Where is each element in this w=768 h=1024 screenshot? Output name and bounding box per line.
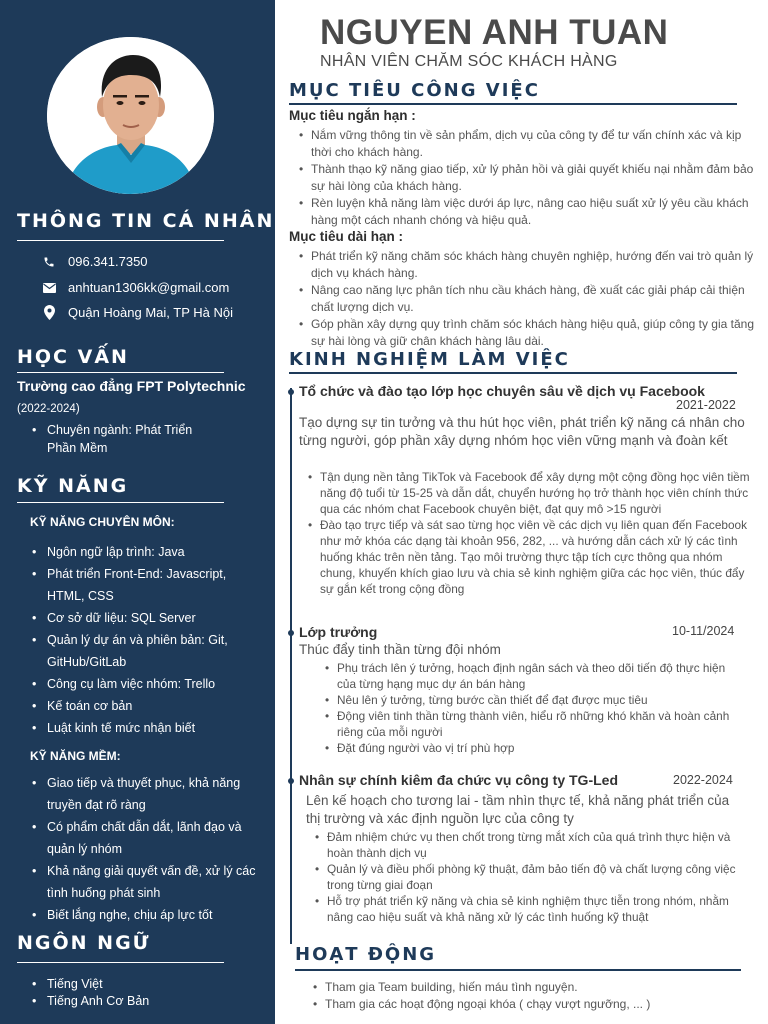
- phone-number[interactable]: 096.341.7350: [68, 254, 148, 269]
- divider: [289, 372, 737, 374]
- list-item: • Đảm nhiệm chức vụ then chốt trong từng mắt xích của quá trình thực hiện và hoàn thành dịch vụ: [314, 829, 738, 861]
- list-item: • Có phẩm chất dẫn dắt, lãnh đạo và quản lý nhóm: [30, 816, 262, 860]
- skills-heading: KỸ NĂNG: [17, 475, 129, 497]
- objectives-heading: MỤC TIÊU CÔNG VIỆC: [289, 80, 540, 101]
- activities-heading: HOẠT ĐỘNG: [295, 944, 437, 965]
- timeline-dot: [288, 630, 294, 636]
- job-title: Tổ chức và đào tạo lớp học chuyên sâu về dịch vụ Facebook: [299, 383, 705, 399]
- list-item: • Đào tạo trực tiếp và sát sao từng học viên về các dịch vụ liên quan đến Facebook như mở khóa các dạng tài khoản 956, 282, ... và hướng dẫn cách xử lý các tình huống khác trên nền tảng. Tạo môi trường thực tập tích cực thông qua nhóm chung, khuyến khích giao lưu và chia sẻ kinh nghiệm giữa các học viên, thúc đẩy sự gắn kết trong cộng đồng: [307, 517, 761, 597]
- short-term-list: [298, 127, 756, 229]
- job-duties-list: [324, 660, 744, 756]
- divider: [17, 240, 224, 241]
- list-item: • Phát triển Front-End: Javascript, HTML, CSS: [30, 563, 262, 607]
- languages-list: [30, 976, 250, 1010]
- long-term-list: [298, 248, 756, 350]
- sidebar: [0, 0, 275, 1024]
- list-item: • Rèn luyện khả năng làm việc dưới áp lực, nâng cao hiệu suất xử lý yêu cầu khách hàng một cách nhanh chóng và hiệu quả.: [298, 195, 756, 229]
- profile-photo: [47, 37, 214, 194]
- school-years: (2022-2024): [17, 403, 80, 415]
- soft-skills-title: KỸ NĂNG MỀM:: [30, 749, 121, 763]
- mail-icon: [40, 283, 58, 293]
- list-item: • Khả năng giải quyết vấn đề, xử lý các tình huống phát sinh: [30, 860, 262, 904]
- job-duties-list: [307, 469, 761, 597]
- school-name: Trường cao đẳng FPT Polytechnic: [17, 378, 246, 394]
- timeline-dot: [288, 778, 294, 784]
- contact-email: [40, 280, 229, 295]
- list-item: • Phụ trách lên ý tưởng, hoạch định ngân sách và theo dõi tiến độ thực hiện của từng hạng mục dự án bán hàng: [324, 660, 744, 692]
- list-item: • Ngôn ngữ lập trình: Java: [30, 541, 262, 563]
- list-item: • Chuyên ngành: Phát Triển Phần Mềm: [30, 421, 215, 457]
- activities-list: [312, 979, 752, 1013]
- full-name: NGUYEN ANH TUAN: [320, 13, 669, 52]
- list-item: • Cơ sở dữ liệu: SQL Server: [30, 607, 262, 629]
- long-term-title: Mục tiêu dài hạn :: [289, 229, 404, 244]
- list-item: • Quản lý dự án và phiên bản: Git, GitHub/GitLab: [30, 629, 262, 673]
- divider: [17, 372, 224, 373]
- languages-heading: NGÔN NGỮ: [17, 932, 151, 954]
- personal-info-heading: THÔNG TIN CÁ NHÂN: [17, 210, 275, 232]
- list-item: • Công cụ làm việc nhóm: Trello: [30, 673, 262, 695]
- divider: [17, 962, 224, 963]
- job-title: Nhân sự chính kiêm đa chức vụ công ty TG-Led: [299, 772, 618, 788]
- list-item: • Tiếng Anh Cơ Bản: [30, 993, 250, 1010]
- contact-phone: [40, 254, 148, 269]
- divider: [295, 969, 741, 971]
- list-item: • Động viên tinh thần từng thành viên, hiểu rõ những khó khăn và hoàn cảnh riêng của mỗi người: [324, 708, 744, 740]
- experience-heading: KINH NGHIỆM LÀM VIỆC: [289, 349, 570, 370]
- list-item: • Nêu lên ý tưởng, từng bước cần thiết để đạt được mục tiêu: [324, 692, 744, 708]
- list-item: • Nâng cao năng lực phân tích nhu cầu khách hàng, đề xuất các giải pháp cải thiện chất lượng dịch vụ.: [298, 282, 756, 316]
- list-item: • Đặt đúng người vào vị trí phù hợp: [324, 740, 744, 756]
- list-item: • Tham gia Team building, hiến máu tình nguyện.: [312, 979, 752, 996]
- list-item: • Hỗ trợ phát triển kỹ năng và chia sẻ kinh nghiệm thực tiễn trong nhóm, nhằm nâng cao hiệu suất và khả năng xử lý các tình huống kỹ thuật: [314, 893, 738, 925]
- job-description: Lên kế hoạch cho tương lai - tầm nhìn thực tế, khả năng phát triển của thị trường và xác định nguồn lực của công ty: [306, 793, 730, 826]
- email-address[interactable]: anhtuan1306kk@gmail.com: [68, 280, 230, 295]
- job-date: 2022-2024: [673, 773, 733, 787]
- hard-skills-title: KỸ NĂNG CHUYÊN MÔN:: [30, 515, 175, 529]
- list-item: • Tận dụng nền tảng TikTok và Facebook để xây dựng một cộng đồng học viên tiềm năng độ tuổi từ 15-25 và dẫn dắt, chuyển hướng họ trở thành học viên chính thức qua các nhóm chat Facebook chuyên biệt, đạt quy mô >15 người: [307, 469, 761, 517]
- list-item: • Nắm vững thông tin về sản phẩm, dịch vụ của công ty để tư vấn chính xác và kịp thời cho khách hàng.: [298, 127, 756, 161]
- hard-skills-list: [30, 541, 262, 739]
- education-heading: HỌC VẤN: [17, 346, 129, 368]
- list-item: • Giao tiếp và thuyết phục, khả năng truyền đạt rõ ràng: [30, 772, 262, 816]
- list-item: • Quản lý và điều phối phòng kỹ thuật, đảm bảo tiến độ và chất lượng công việc trong từng giai đoạn: [314, 861, 738, 893]
- list-item: • Tiếng Việt: [30, 976, 250, 993]
- divider: [289, 103, 737, 105]
- job-description: Tạo dựng sự tin tưởng và thu hút học viên, phát triển kỹ năng cá nhân cho từng người, góp phần xây dựng nhóm học viên vững mạnh và đoàn kết: [299, 415, 745, 448]
- phone-icon: [40, 256, 58, 268]
- divider: [17, 502, 224, 503]
- list-item: • Phát triển kỹ năng chăm sóc khách hàng chuyên nghiệp, hướng đến vai trò quản lý dịch vụ khách hàng.: [298, 248, 756, 282]
- list-item: • Kế toán cơ bản: [30, 695, 262, 717]
- avatar-illustration: [47, 37, 214, 194]
- list-item: • Luật kinh tế mức nhận biết: [30, 717, 262, 739]
- soft-skills-list: [30, 772, 262, 926]
- job-date: 10-11/2024: [672, 624, 735, 638]
- job-title: Lớp trưởng: [299, 624, 378, 640]
- timeline-line: [290, 388, 292, 944]
- list-item: • Góp phần xây dựng quy trình chăm sóc khách hàng hiệu quả, giúp công ty gia tăng sự hài lòng và giữ chân khách hàng lâu dài.: [298, 316, 756, 350]
- job-duties-list: [314, 829, 738, 925]
- education-list: [30, 421, 215, 457]
- list-item: • Thành thạo kỹ năng giao tiếp, xử lý phản hồi và giải quyết khiếu nại nhằm đảm bảo sự hài lòng của khách hàng.: [298, 161, 756, 195]
- job-date: 2021-2022: [676, 398, 736, 412]
- contact-address: [40, 305, 233, 320]
- list-item: • Tham gia các hoạt động ngoại khóa ( chạy vượt ngưỡng, ... ): [312, 996, 752, 1013]
- list-item: • Biết lắng nghe, chịu áp lực tốt: [30, 904, 262, 926]
- job-description: Thúc đẩy tinh thần từng đội nhóm: [299, 642, 501, 657]
- job-role: NHÂN VIÊN CHĂM SÓC KHÁCH HÀNG: [320, 53, 618, 70]
- timeline-dot: [288, 389, 294, 395]
- location-pin-icon: [40, 305, 58, 320]
- address: Quận Hoàng Mai, TP Hà Nội: [68, 305, 233, 320]
- short-term-title: Mục tiêu ngắn hạn :: [289, 108, 416, 123]
